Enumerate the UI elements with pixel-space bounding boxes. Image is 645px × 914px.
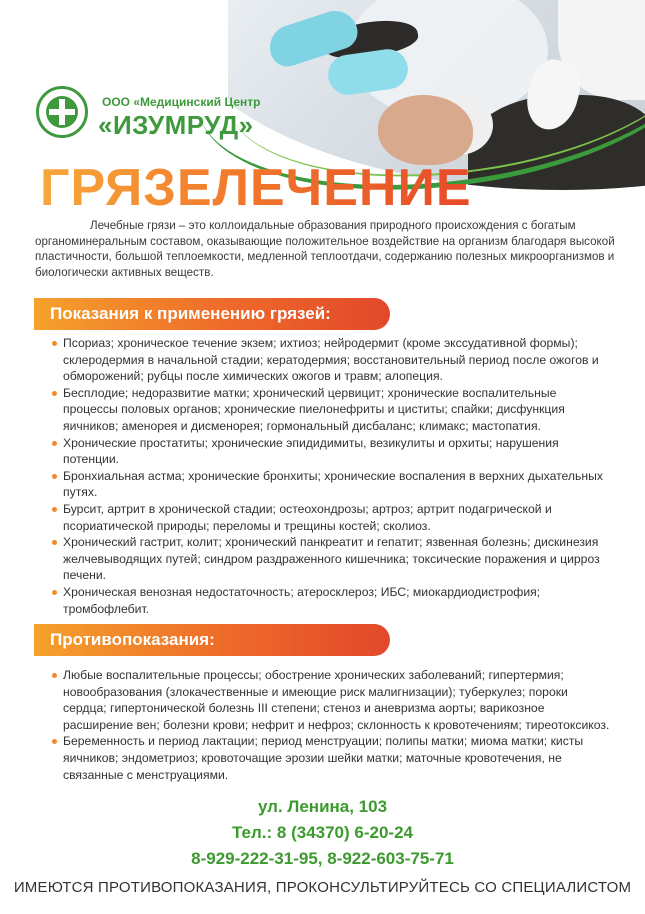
list-item: Хроническая венозная недостаточность; атеросклероз; ИБС; миокардиодистрофия; тромбофлебит. <box>50 584 610 617</box>
bullet-icon <box>52 391 57 396</box>
intro-paragraph: Лечебные грязи – это коллоидальные образования природного происхождения с богатым органоминеральным составом, оказывающие положительное воздействие на организм благодаря высокой пластичности, большой теплоемкости, медленной теплоотдачи, содержанию полезных микроорганизмов и биологически активных веществ. <box>35 219 615 279</box>
contact-mobiles: 8-929-222-31-95, 8-922-603-75-71 <box>191 849 454 868</box>
bullet-icon <box>52 590 57 595</box>
list-item: Псориаз; хроническое течение экзем; ихтиоз; нейродермит (кроме экссудативной формы); склеродермия в начальной стадии; кератодермия; восстановительный период после ожогов и обморожений; рубцы после химических ожогов и травм; алопеция. <box>50 335 610 385</box>
bullet-icon <box>52 441 57 446</box>
bullet-icon <box>52 673 57 678</box>
list-item: Бронхиальная астма; хронические бронхиты; хронические воспаления в верхних дыхательных путях. <box>50 468 610 501</box>
indications-list <box>50 335 610 617</box>
list-item: Хронический гастрит, колит; хронический панкреатит и гепатит; язвенная болезнь; дискинезия желчевыводящих путей; синдром раздраженного кишечника; токсические поражения и цирроз печени. <box>50 534 610 584</box>
organization-name: «ИЗУМРУД» <box>98 110 254 140</box>
contraindications-list <box>50 667 610 783</box>
indications-heading: Показания к применению грязей: <box>34 298 390 330</box>
contact-address: ул. Ленина, 103 <box>257 797 388 816</box>
contraindications-heading: Противопоказания: <box>34 624 390 656</box>
organization-legal-line: ООО «Медицинский Центр <box>102 95 261 109</box>
list-item: Бесплодие; недоразвитие матки; хронический цервицит; хронические воспалительные процессы половых органов; хронические пиелонефриты и циститы; спайки; дисфункция яичников; аменорея и дисменорея; гормональный дисбаланс; климакс; мастопатия. <box>50 385 610 435</box>
list-item: Любые воспалительные процессы; обострение хронических заболеваний; гипертермия; новообразования (злокачественные и имеющие риск малигнизации); туберкулез; пороки сердца; гипертонической болезнь III степени; стеноз и аневризма аорты; варикозное расширение вен; болезни крови; нефрит и нефроз; склонность к кровотечениям; тиреотоксикоз. <box>50 667 610 733</box>
bullet-icon <box>52 507 57 512</box>
bullet-icon <box>52 341 57 346</box>
list-item: Бурсит, артрит в хронической стадии; остеохондрозы; артроз; артрит подагрической и псориатической природы; переломы и трещины костей; сколиоз. <box>50 501 610 534</box>
footer-disclaimer: ИМЕЮТСЯ ПРОТИВОПОКАЗАНИЯ, ПРОКОНСУЛЬТИРУЙТЕСЬ СО СПЕЦИАЛИСТОМ <box>13 879 632 896</box>
bullet-icon <box>52 739 57 744</box>
list-item: Хронические простатиты; хронические эпидидимиты, везикулиты и орхиты; нарушения потенции. <box>50 435 610 468</box>
bullet-icon <box>52 540 57 545</box>
list-item: Беременность и период лактации; период менструации; полипы матки; миома матки; кисты яичников; эндометриоз; кровоточащие эрозии шейки матки; маточные кровотечения, не связанные с менструациями. <box>50 733 610 783</box>
contact-phone: Тел.: 8 (34370) 6-20-24 <box>232 823 413 842</box>
bullet-icon <box>52 474 57 479</box>
page-title: ГРЯЗЕЛЕЧЕНИЕ <box>40 159 472 217</box>
logo-icon <box>36 86 88 138</box>
